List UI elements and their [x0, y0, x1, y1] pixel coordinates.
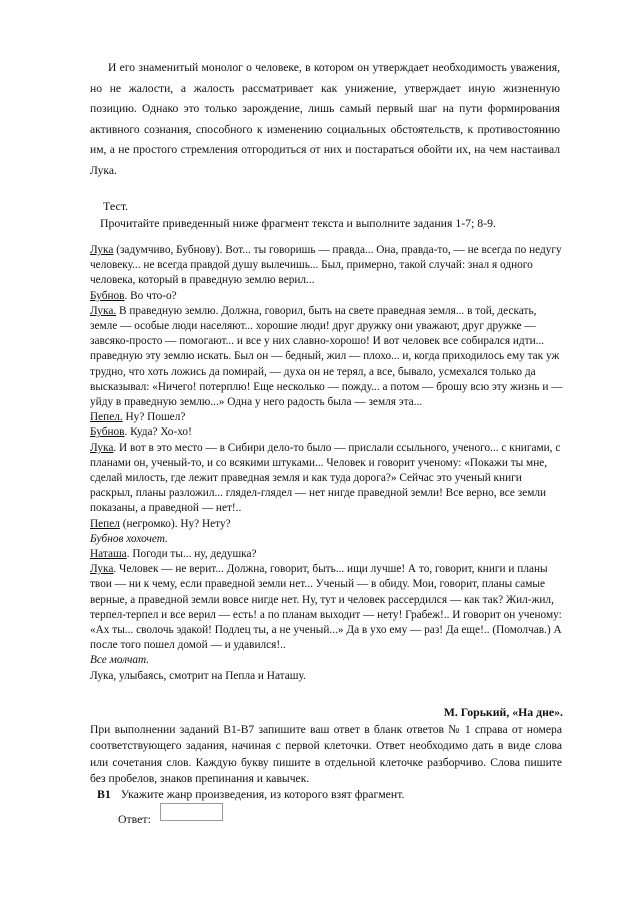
- closing-remark: Лука, улыбаясь, смотрит на Пепла и Наташу.: [90, 669, 306, 682]
- question-number: В1: [97, 787, 111, 801]
- dialogue-line: [90, 410, 564, 425]
- test-title: Тест.: [103, 199, 129, 213]
- speaker-name: Бубнов: [90, 426, 125, 439]
- dialogue-line: [90, 243, 564, 289]
- speaker-name: Лука: [90, 244, 114, 256]
- speaker-name: Бубнов: [90, 289, 125, 302]
- intro-paragraph: И его знаменитый монолог о человеке, в котором он утверждает необходимость уважения, но не жалости, а жалость рассматривает как унижение, утверждает иную жизненную позицию. Однако это только зарождение, лишь самый первый шаг на пути формирования активного сознания, способного к изменению социальных обстоятельств, к противостоянию им, а не простого стремления отгородиться от них и постараться обойти их, на чем настаивал Лука.: [90, 61, 560, 177]
- dialogue-line: [90, 562, 564, 653]
- test-instruction: Прочитайте приведенный ниже фрагмент текста и выполните задания 1-7; 8-9.: [100, 216, 496, 230]
- question-b1: [97, 787, 404, 802]
- line-text: . И вот в это место — в Сибири дело-то было — прислали ссыльного, ученого... с книгами, с планами он, ученый-то, и со всякими штуками... Человек и говорит ученому: «Покажи ты мне, сделай милость, где лежит праведная земля и как туда дорога?» Сейчас это ученый книги раскрыл, планы разложил... глядел-глядел — нет нигде праведной земли! Все верно, все земли показаны, а праведной — нет!..: [90, 441, 561, 515]
- line-text: (негромко). Ну? Нету?: [119, 517, 231, 530]
- dialogue-line: [90, 517, 564, 532]
- dialogue-line: [90, 547, 564, 562]
- line-text: . Погоди ты... ну, дедушка?: [126, 548, 257, 561]
- line-text: . Человек — не верит... Должна, говорит, быть... ищи лучше! А то, говорит, книги и планы твои — ни к чему, если праведной земли нет... Ученый — в обиду. Мои, говорит, планы самые верные, а праведной земли вовсе нигде нет. Ну, тут и человек рассердился — как так? Жил-жил, терпел-терпел и все верил — есть! а по планам выходит — нету! Грабеж!.. И говорит он ученому: «Ах ты... сволочь эдакой! Подлец ты, а не ученый...» Да в ухо ему — раз! Да еще!.. (Помолчав.) А после того пошел домой — и удавился!..: [90, 563, 562, 652]
- dialogue-line: [90, 425, 564, 440]
- line-text: Ну? Пошел?: [122, 411, 186, 424]
- line-text: . Во что-о?: [124, 289, 177, 302]
- dialogue-line: [90, 289, 564, 304]
- question-text: Укажите жанр произведения, из которого взят фрагмент.: [120, 787, 405, 801]
- line-text: (задумчиво, Бубнову). Вот... ты говоришь — правда... Она, правда-то, — не всегда по недугу человеку... не всегда правдой душу вылечишь... Был, примерно, такой случай: знал я одного человека, который в праведную землю верил...: [90, 244, 562, 287]
- speaker-name: Наташа: [90, 548, 127, 561]
- dialogue-line: [90, 304, 564, 410]
- speaker-name: Лука: [90, 563, 114, 576]
- speaker-name: Лука: [90, 441, 114, 454]
- speaker-name: Пепел.: [90, 411, 123, 424]
- author-attribution: М. Горький, «На дне».: [443, 705, 563, 719]
- line-text: . Куда? Хо-хо!: [124, 426, 192, 439]
- dialogue-line: [90, 441, 564, 517]
- dialogue-fragment: [90, 243, 564, 684]
- speaker-name: Пепел: [90, 517, 120, 530]
- answer-label: Ответ:: [118, 812, 151, 826]
- stage-direction: Все молчат.: [90, 654, 150, 667]
- speaker-name: Лука.: [90, 304, 117, 317]
- instructions-paragraph: При выполнении заданий В1-В7 запишите ваш ответ в бланк ответов № 1 справа от номера соответствующего задания, начиная с первой клеточки. Ответ необходимо дать в виде слова или сочетания слов. Каждую букву пишите в отдельной клеточке разборчиво. Слова пишите без пробелов, знаков препинания и кавычек.: [90, 723, 562, 785]
- stage-direction: Бубнов хохочет.: [90, 532, 168, 545]
- line-text: В праведную землю. Должна, говорил, быть на свете праведная земля... в той, дескать, земле — особые люди населяют... хорошие люди! друг дружку они уважают, друг дружке — завсяко-просто — помогают... и все у них славно-хорошо! И вот человек все собирался идти... праведную эту землю искать. Был он — бедный, жил — плохо... и, когда приходилось ему так уж трудно, что хоть ложись да помирай, — духа он не терял, а все, бывало, усмехался только да высказывал: «Ничего! потерплю! Еще несколько — пожду... а потом — брошу всю эту жизнь и — уйду в праведную землю...» Одна у него радость была — земля эта...: [90, 304, 563, 409]
- answer-box[interactable]: [160, 803, 223, 821]
